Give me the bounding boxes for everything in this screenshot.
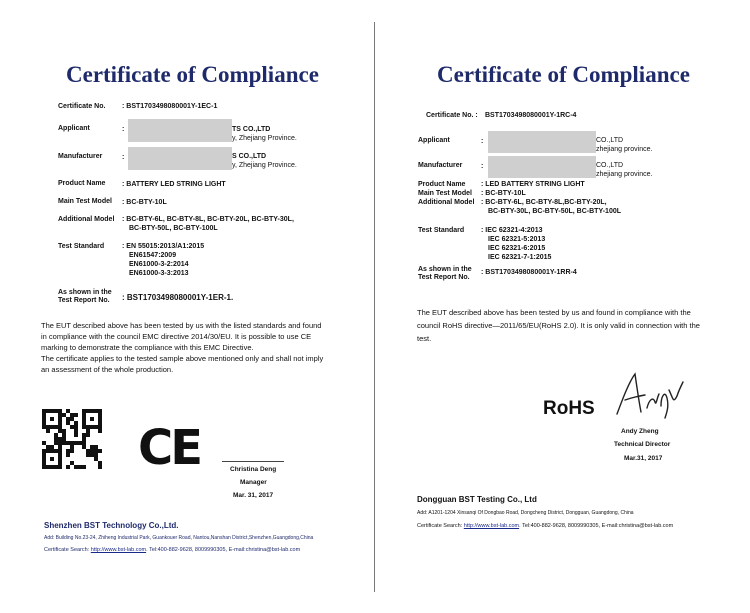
cert-no-value: BST1703498080001Y-1RC-4 bbox=[485, 112, 577, 119]
page-divider bbox=[374, 22, 375, 592]
statement-line-2: in compliance with the council EMC directive 2014/30/EU. It is possible to use CE bbox=[41, 332, 312, 341]
standard-3: IEC 62321-6:2015 bbox=[488, 245, 546, 252]
main-model-value: : BC-BTY-10L bbox=[122, 199, 167, 206]
additional-model-line2: BC-BTY-30L, BC-BTY-50L, BC-BTY-100L bbox=[488, 208, 622, 215]
manufacturer-line1: CO.,LTD bbox=[596, 162, 624, 169]
report-label-2: Test Report No. bbox=[58, 297, 110, 304]
redacted-applicant bbox=[488, 131, 596, 153]
main-model-label: Main Test Model bbox=[418, 190, 472, 197]
product-value: : BATTERY LED STRING LIGHT bbox=[122, 181, 226, 188]
signer-title: Manager bbox=[240, 479, 267, 486]
certificate-rohs: Certificate of Compliance Certificate No. : BST1703498080001Y-1RC-4 Applicant : CO.,LTD zhejiang province. Manufacturer : CO.,LTD zhejiang province. Product Name : LED BATTERY STRING LIGHT Main Test Model : BC-BTY-10L Additional Model : BC-BTY-6L, BC-BTY-8L,BC-BTY-20L, BC-BTY-30L, BC-BTY-50L, BC-BTY-100L Test Standard : IEC 62321-4:2013 IEC 62321-5:2013 IEC 62321-6:2015 IEC 62321-7-1:2015 As shown in the Test Report No. : BST1703498080001Y-1RR-4 The EUT described above has been tested by us and found in compliance with the council RoHS directive—2011/65/EU(RoHS 2.0). It is only valid in connection with the test. RoHS Andy Zheng Technical Director Mar.31, 2017 Dongguan BST Testing Co., Ltd Add: A1201-1204 Xinsanqi Of Dongbao Road, Dongcheng District, Dongguan, Guangdong, China Certificate Search: http://www.bst-lab.com. Tel:400-882-9628, 8009990305, E-mail:christina@bst-lab.com bbox=[417, 62, 700, 529]
applicant-line2: y, Zhejiang Province. bbox=[232, 135, 297, 142]
cert-no-label: Certificate No. : bbox=[426, 112, 478, 119]
search-contact: . Tel:400-882-9628, 8009990305, E-mail:christina@bst-lab.com bbox=[519, 523, 674, 529]
statement-line-3: test. bbox=[417, 334, 432, 343]
additional-model-line1: : BC-BTY-6L, BC-BTY-8L, BC-BTY-20L, BC-BTY-30L, bbox=[122, 216, 294, 223]
product-label: Product Name bbox=[58, 180, 106, 187]
report-label-1: As shown in the bbox=[418, 266, 472, 273]
standard-1: : EN 55015:2013/A1:2015 bbox=[122, 243, 205, 250]
standard-4: IEC 62321-7-1:2015 bbox=[488, 254, 552, 261]
signature-line bbox=[222, 461, 284, 462]
statement-line-4: The certificate applies to the tested sample above mentioned only and shall not imply bbox=[41, 354, 324, 363]
applicant-line2: zhejiang province. bbox=[596, 146, 653, 153]
statement-line-1: The EUT described above has been tested by us and found in compliance with the bbox=[417, 308, 691, 317]
statement-line-5: an assessment of the whole production. bbox=[41, 365, 174, 374]
manufacturer-label: Manufacturer bbox=[418, 162, 463, 169]
product-label: Product Name bbox=[418, 181, 466, 188]
redacted-applicant bbox=[128, 119, 232, 142]
standard-2: IEC 62321-5:2013 bbox=[488, 236, 546, 243]
additional-model-label: Additional Model bbox=[418, 199, 475, 206]
signer-title: Technical Director bbox=[614, 441, 671, 448]
cert-no-value: : BST1703498080001Y-1EC-1 bbox=[122, 103, 218, 110]
standard-2: EN61547:2009 bbox=[129, 252, 177, 259]
report-no-value: : BST1703498080001Y-1RR-4 bbox=[481, 269, 577, 276]
statement-line-3: marking to demonstrate the compliance with this EMC Directive. bbox=[41, 343, 254, 352]
test-standard-label: Test Standard bbox=[418, 227, 465, 234]
report-label-1: As shown in the bbox=[58, 289, 112, 296]
sign-date: Mar.31, 2017 bbox=[624, 455, 663, 462]
additional-model-line1: : BC-BTY-6L, BC-BTY-8L,BC-BTY-20L, bbox=[481, 199, 607, 206]
ce-mark-icon: CE bbox=[138, 420, 201, 476]
additional-model-label: Additional Model bbox=[58, 216, 115, 223]
test-standard-label: Test Standard bbox=[58, 243, 105, 250]
certificate-emc: Certificate of Compliance Certificate No. : BST1703498080001Y-1EC-1 Applicant : TS CO.,LTD y, Zhejiang Province. Manufacturer : S CO.,LTD y, Zhejiang Province. Product Name : BATTERY LED STRING LIGHT Main Test Model : BC-BTY-10L Additional Model : BC-BTY-6L, BC-BTY-8L, BC-BTY-20L, BC-BTY-30L, BC-BTY-50L, BC-BTY-100L Test Standard : EN 55015:2013/A1:2015 EN61547:2009 EN61000-3-2:2014 EN61000-3-3:2013 As shown in the Test Report No. : BST1703498080001Y-1ER-1. The EUT described above has been tested by us with the listed standards and found in compliance with the council EMC directive 2014/30/EU. It is possible to use CE marking to demonstrate the compliance with this EMC Directive. The certificate applies to the tested sample above mentioned only and shall not imply an assessment of the whole production. CE Christina Deng Manager Mar. 31, 2017 Shenzhen BST Technology Co.,Ltd. Add: Building No.23-24, Zhiheng Industrial Park, Guankouer Road, Nantou,Nanshan District,Shenzhen,Guangdong,China Certificate Search: http://www.bst-lab.com. Tel:400-882-9628, 8009990305, E-mail:christina@bst-lab.com bbox=[41, 62, 324, 553]
cert-no-label: Certificate No. bbox=[58, 103, 106, 110]
search-link[interactable]: http://www.bst-lab.com bbox=[90, 547, 147, 553]
signature-icon bbox=[609, 368, 689, 420]
report-no-value: : BST1703498080001Y-1ER-1. bbox=[122, 293, 234, 302]
applicant-line1: TS CO.,LTD bbox=[232, 126, 271, 133]
standard-1: : IEC 62321-4:2013 bbox=[481, 227, 543, 234]
main-model-label: Main Test Model bbox=[58, 198, 112, 205]
applicant-label: Applicant bbox=[418, 137, 450, 144]
manufacturer-label: Manufacturer bbox=[58, 153, 103, 160]
search-label: Certificate Search: bbox=[417, 523, 464, 529]
certificate-search bbox=[417, 523, 673, 529]
applicant-line1: CO.,LTD bbox=[596, 137, 624, 144]
company-name: Shenzhen BST Technology Co.,Ltd. bbox=[44, 521, 179, 530]
manufacturer-line1: S CO.,LTD bbox=[232, 153, 267, 160]
manufacturer-line2: zhejiang province. bbox=[596, 171, 653, 178]
standard-4: EN61000-3-3:2013 bbox=[129, 270, 189, 277]
search-label: Certificate Search: bbox=[44, 547, 91, 553]
redacted-manufacturer bbox=[128, 147, 232, 170]
additional-model-line2: BC-BTY-50L, BC-BTY-100L bbox=[129, 225, 218, 232]
company-name: Dongguan BST Testing Co., Ltd bbox=[417, 495, 537, 504]
applicant-label: Applicant bbox=[58, 125, 90, 132]
search-link[interactable]: http://www.bst-lab.com bbox=[463, 523, 520, 529]
signer-name: Christina Deng bbox=[230, 466, 277, 473]
report-label-2: Test Report No. bbox=[418, 274, 470, 281]
redacted-manufacturer bbox=[488, 156, 596, 178]
certificate-search bbox=[44, 547, 300, 553]
statement-line-1: The EUT described above has been tested by us with the listed standards and found bbox=[41, 321, 322, 330]
company-address: Add: A1201-1204 Xinsanqi Of Dongbao Road, Dongcheng District, Dongguan, Guangdong, China bbox=[417, 510, 634, 516]
qr-code-icon bbox=[42, 409, 102, 469]
search-contact: . Tel:400-882-9628, 8009990305, E-mail:christina@bst-lab.com bbox=[146, 547, 301, 553]
certificate-title: Certificate of Compliance bbox=[437, 62, 690, 87]
signer-name: Andy Zheng bbox=[621, 428, 659, 435]
standard-3: EN61000-3-2:2014 bbox=[129, 261, 189, 268]
product-value: : LED BATTERY STRING LIGHT bbox=[481, 181, 585, 188]
manufacturer-line2: y, Zhejiang Province. bbox=[232, 162, 297, 169]
rohs-mark-icon: RoHS bbox=[543, 398, 595, 419]
company-address: Add: Building No.23-24, Zhiheng Industrial Park, Guankouer Road, Nantou,Nanshan District,Shenzhen,Guangdong,China bbox=[44, 535, 314, 541]
statement-line-2: council RoHS directive—2011/65/EU(RoHS 2.0). It is only valid in connection with the bbox=[417, 321, 700, 330]
main-model-value: : BC-BTY-10L bbox=[481, 190, 526, 197]
certificate-title: Certificate of Compliance bbox=[66, 62, 319, 87]
sign-date: Mar. 31, 2017 bbox=[233, 492, 274, 499]
